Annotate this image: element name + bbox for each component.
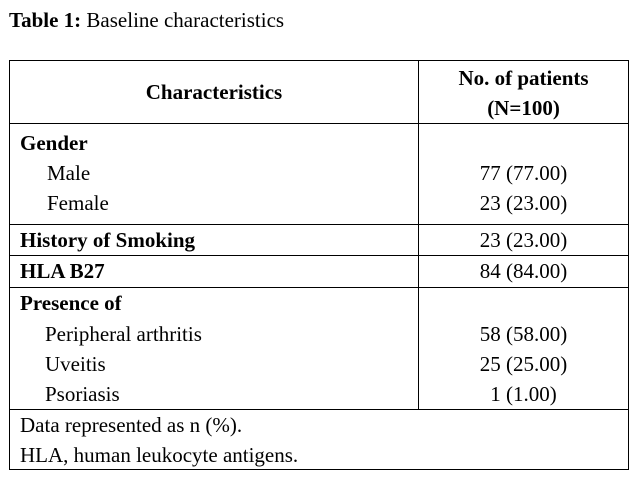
- row-value-smoking: 23 (23.00): [479, 228, 568, 252]
- baseline-table: [9, 60, 629, 470]
- header-characteristics: Characteristics: [145, 80, 283, 104]
- column-divider: [418, 287, 419, 409]
- row-label-smoking: History of Smoking: [20, 228, 196, 252]
- group-label-presence: Presence of: [20, 291, 122, 315]
- row-label-hla: HLA B27: [20, 259, 105, 283]
- table-row-presence: [10, 287, 628, 409]
- table-footnotes: [10, 409, 628, 469]
- row-label-male: Male: [47, 161, 91, 185]
- header-patients-total: (N=100): [487, 96, 560, 120]
- row-value-hla: 84 (84.00): [479, 259, 568, 283]
- row-label-psoriasis: Psoriasis: [45, 382, 120, 406]
- column-divider: [418, 224, 419, 255]
- table-row-gender: [10, 123, 628, 224]
- row-value-uveitis: 25 (25.00): [479, 352, 568, 376]
- row-value-female: 23 (23.00): [479, 191, 568, 215]
- row-label-uveitis: Uveitis: [45, 352, 106, 376]
- row-value-male: 77 (77.00): [479, 161, 568, 185]
- table-header-row: [10, 61, 628, 123]
- footnote-data-format: Data represented as n (%).: [20, 413, 243, 437]
- header-patients-label: No. of patients: [458, 66, 589, 90]
- row-value-psoriasis: 1 (1.00): [490, 382, 557, 406]
- table-row-hla: [10, 255, 628, 287]
- header-patients-count: [419, 63, 628, 123]
- column-divider: [418, 255, 419, 287]
- column-divider: [418, 61, 419, 123]
- caption-label: Table 1:: [9, 8, 82, 32]
- row-label-peripheral-arthritis: Peripheral arthritis: [45, 322, 202, 346]
- table-row-smoking: [10, 224, 628, 255]
- row-label-female: Female: [47, 191, 109, 215]
- group-label-gender: Gender: [20, 131, 88, 155]
- table-caption: [9, 6, 284, 34]
- column-divider: [418, 123, 419, 224]
- caption-title: Baseline characteristics: [86, 8, 285, 32]
- row-value-peripheral-arthritis: 58 (58.00): [479, 322, 568, 346]
- footnote-abbreviation: HLA, human leukocyte antigens.: [20, 443, 299, 467]
